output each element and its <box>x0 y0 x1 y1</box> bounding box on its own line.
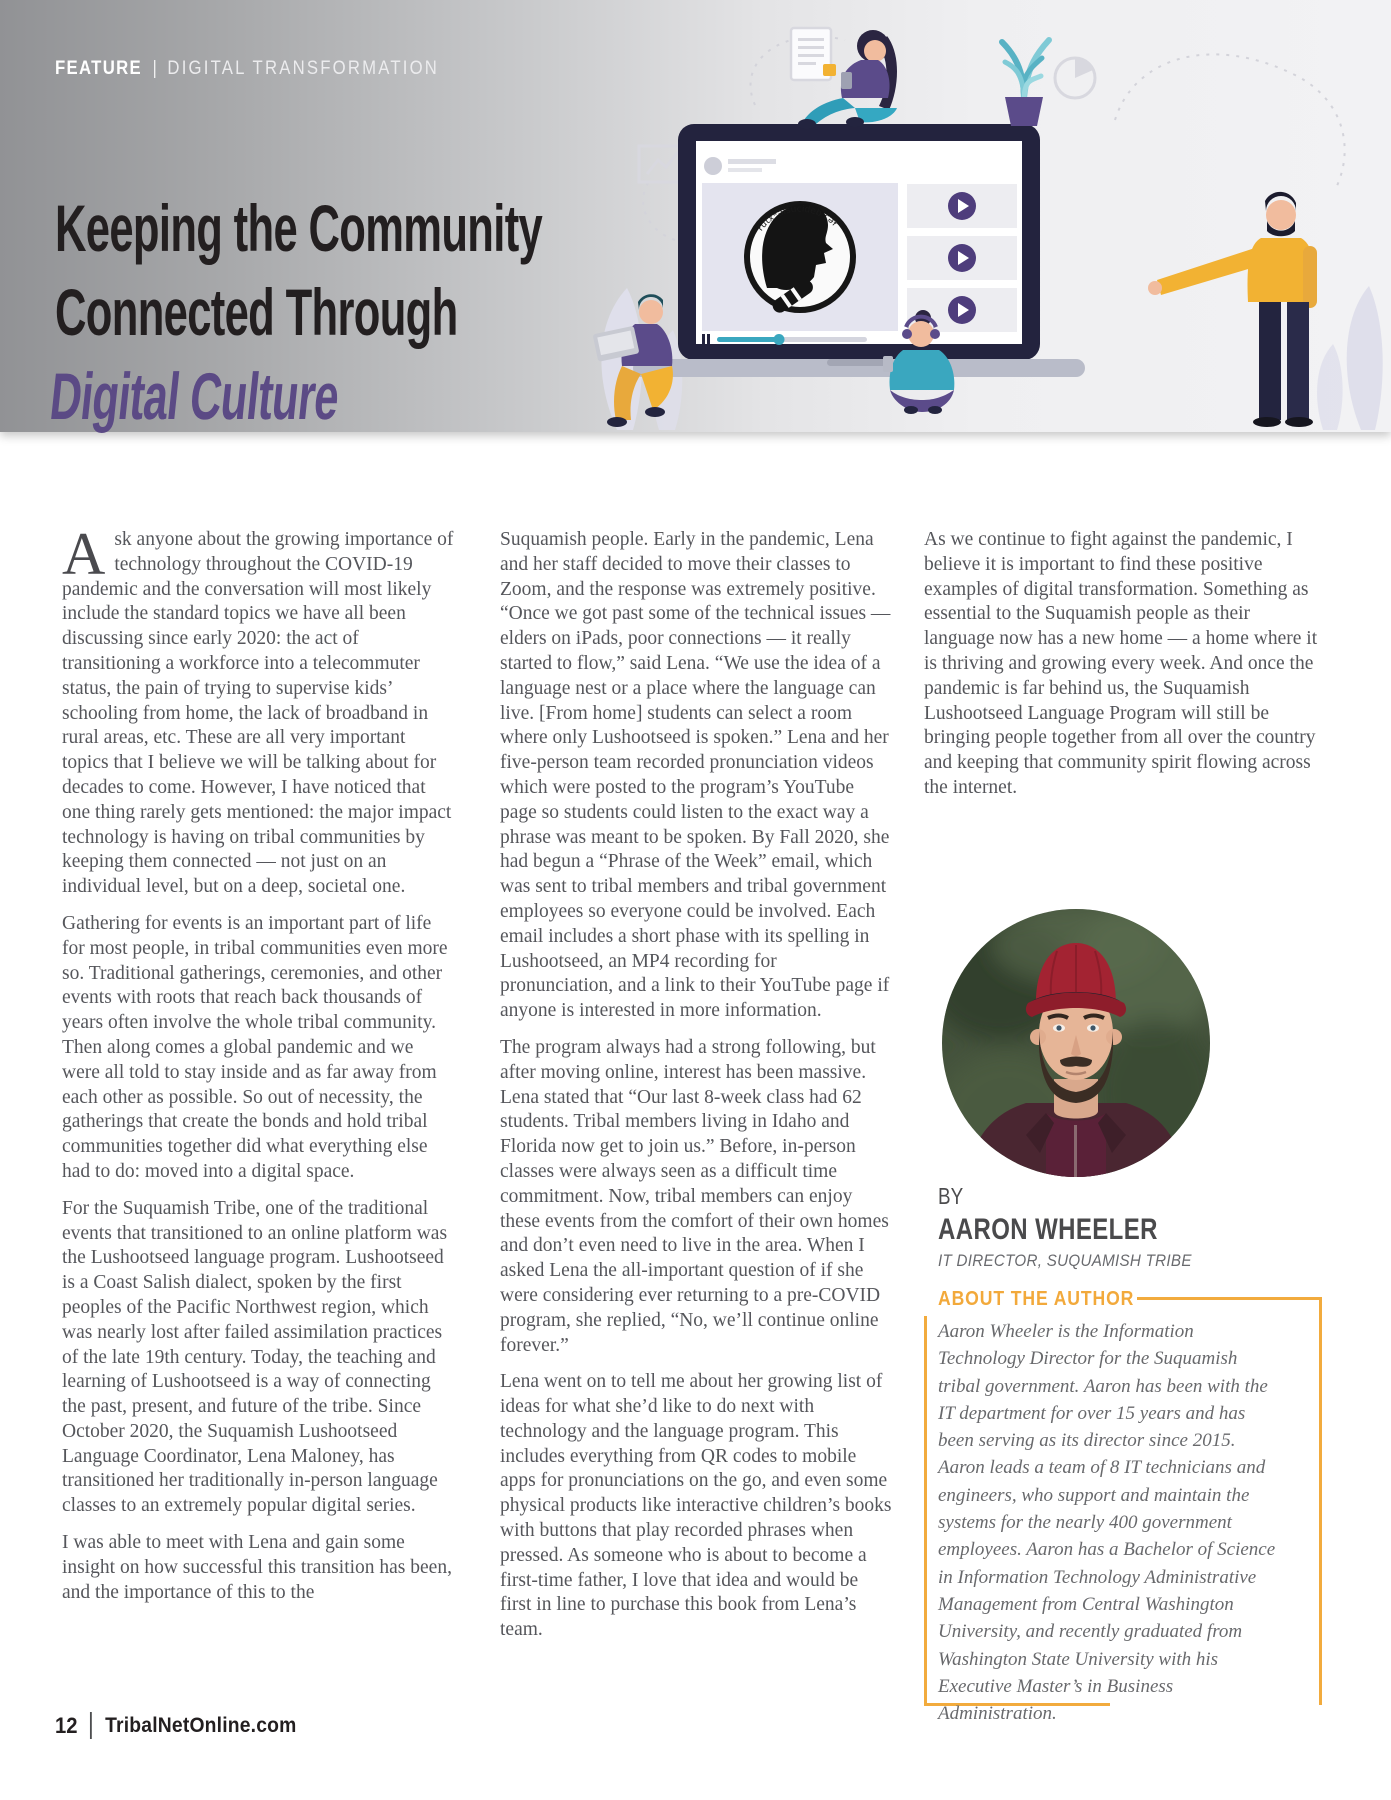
title-line-2: Connected Through <box>55 275 458 349</box>
article-paragraph: Suquamish people. Early in the pandemic, Lena and her staff decided to move their classes to Zoom, and the response was extremely positive. “Once we got past some of the technical issues — elders on iPads, poor connections — it really started to flow,” said Lena. “We use the idea of a language nest or a place where the language can live. [From home] students can select a room where only Lushootseed is spoken.” Lena and her five-person team recorded pronunciation videos which were posted to the program’s YouTube page so students could listen to the exact way a phrase was meant to be spoken. By Fall 2020, she had begun a “Phrase of the Week” email, which was sent to tribal members and tribal government employees so everyone could be involved. Each email includes a short phase with its spelling in Lushootseed, an MP4 recording for pronunciation, and a link to their YouTube page if anyone is interested in more information. <box>500 529 891 1022</box>
article-paragraph: The program always had a strong following, but after moving online, interest has been massive. Lena stated that “Our last 8-week class had 62 students. Tribal members living in Idaho and Florida now get to join us.” Before, in-person classes were always seen as a difficult time commitment. Now, tribal members can enjoy these events from the comfort of their own homes and don’t even need to live in the area. When I asked Lena the all-important question of if she were considering ever returning to a pre-COVID program, she replied, “No, we’ll continue online forever.” <box>500 1036 889 1356</box>
person-standing-illustration <box>1148 192 1317 427</box>
footer-divider <box>90 1712 92 1739</box>
about-border-top <box>1137 1297 1322 1300</box>
article-paragraph <box>62 521 456 900</box>
author-photo <box>942 909 1210 1177</box>
about-author-heading: ABOUT THE AUTHOR <box>938 1288 1135 1310</box>
article-paragraph: For the Suquamish Tribe, one of the traditional events that transitioned to an online platform was the Lushootseed language program. Lushootseed is a Coast Salish dialect, spoken by the first peoples of the Pacific Northwest region, which was nearly lost after failed assimilation practices of the late 19th century. Today, the teaching and learning of Lushootseed is a way of connecting the past, present, and future of the tribe. Since October 2020, the Suquamish Lushootseed Language Coordinator, Lena Maloney, has transitioned her traditionally in-person language classes to an extremely popular digital series. <box>62 1197 448 1517</box>
article-paragraph: Lena went on to tell me about her growing list of ideas for what she’d like to do next with technology and the language program. This includes everything from QR codes to mobile apps for pronunciations on the go, and even some physical products like interactive children’s books with buttons that play recorded phrases when pressed. As someone who is about to become a first-time father, I love that idea and would be first in line to purchase this book from Lena’s team. <box>500 1371 892 1641</box>
article-column-3 <box>924 528 1320 813</box>
author-role: IT DIRECTOR, SUQUAMISH TRIBE <box>938 1252 1192 1270</box>
about-author-body: Aaron Wheeler is the Information Technology Director for the Suquamish tribal government. Aaron has been with the IT department for over 15 years and has been serving as its director since 2015. Aaron leads a team of 8 IT technicians and engineers, who support and maintain the systems for the nearly 400 government employees. Aaron has a Bachelor of Science in Information Technology Administrative Management from Central Washington University, and recently graduated from Washington State University with his Executive Master’s in Business Administration. <box>938 1321 1276 1725</box>
article-column-1 <box>62 521 456 1617</box>
about-border-right <box>1319 1297 1322 1705</box>
article-paragraph: Gathering for events is an important part of life for most people, in tribal communities even more so. Traditional gatherings, ceremonies, and other events with roots that reach back thousands of years often involve the whole tribal community. Then along comes a global pandemic and we were all told to stay inside and as far away from each other as possible. So out of necessity, the gatherings that create the bonds and hold tribal communities together did what everything else had to do: moved into a digital space. <box>62 912 448 1182</box>
video-thumbnail-list <box>907 184 1017 332</box>
title-line-1: Keeping the Community <box>55 191 543 265</box>
laptop-illustration <box>633 124 1085 377</box>
kicker-feature-label: FEATURE <box>55 58 142 79</box>
drop-cap: A <box>62 521 106 587</box>
hero-illustration <box>555 0 1391 430</box>
kicker <box>55 58 439 80</box>
author-name: AARON WHEELER <box>938 1213 1158 1246</box>
play-icon <box>948 244 976 272</box>
about-author-box <box>924 1288 1322 1725</box>
pie-chart-icon <box>1055 58 1095 98</box>
article-column-2 <box>500 528 894 1655</box>
byline-label: BY <box>938 1183 964 1209</box>
article-paragraph: As we continue to fight against the pandemic, I believe it is important to find these positive examples of digital transformation. Something as essential to the Suquamish people as their language now has a new home — a home where it is thriving and growing every week. And once the pandemic is far behind us, the Suquamish Lushootseed Language Program will still be bringing people together from all over the country and keeping that community spirit flowing across the internet. <box>924 529 1318 798</box>
logo-arc-text: ʔutxʷəlšucideb čəɫ <box>755 204 839 234</box>
page-number: 12 <box>55 1712 78 1738</box>
article-paragraph: I was able to meet with Lena and gain some insight on how successful this transition has been, and the importance of this to the <box>62 1532 452 1603</box>
page-footer <box>55 1712 297 1739</box>
title-line-3: Digital Culture <box>46 359 343 433</box>
paragraph-text: sk anyone about the growing importance of technology throughout the COVID-19 pandemic and the conversation will most likely include the standard topics we have all been discussing since early 2020: the act of transitioning a workforce into a telecommuter status, the pain of trying to supervise kids’ schooling from home, the lack of broadband in rural areas, etc. These are all very important topics that I believe we will be talking about for decades to come. However, I have noticed that one thing rarely gets mentioned: the major impact technology is having on tribal communities by keeping them connected — not just on an individual level, but on a deep, societal one. <box>62 529 454 898</box>
kicker-separator: | <box>152 58 157 79</box>
kicker-topic-label: DIGITAL TRANSFORMATION <box>167 58 440 79</box>
byline-block <box>938 1183 1214 1271</box>
play-icon <box>948 296 976 324</box>
header-band <box>0 0 1391 432</box>
site-url: TribalNetOnline.com <box>105 1713 297 1737</box>
plant-pot <box>1002 40 1049 126</box>
play-icon <box>948 192 976 220</box>
about-border-left <box>924 1316 927 1703</box>
